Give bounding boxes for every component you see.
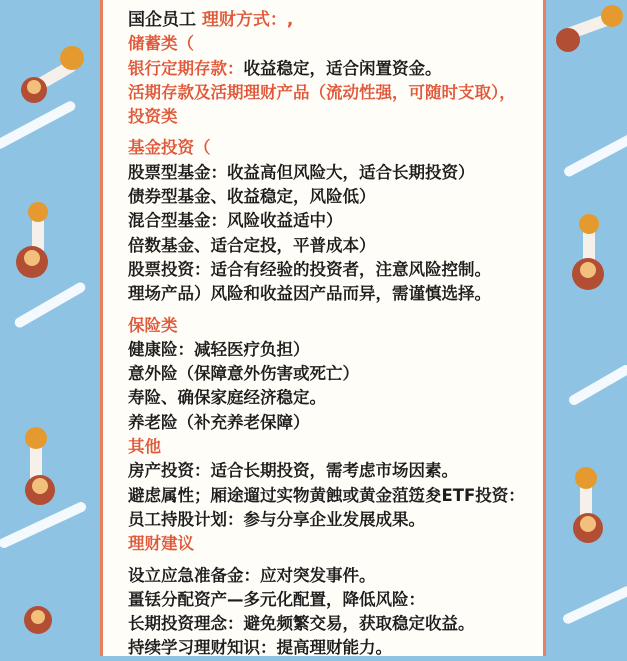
list-item: 员工持股计划：参与分享企业发展成果。	[128, 509, 425, 529]
list-item: 意外险（保障意外伤害或死亡）	[128, 364, 359, 384]
section-heading-savings: 储蓄类（	[128, 34, 194, 54]
list-item: 健康险：减轻医疗负担）	[128, 339, 310, 359]
white-streak	[562, 132, 627, 178]
cartoon-toy-icon	[548, 210, 627, 300]
section-heading-advice: 理财建议	[128, 534, 194, 554]
item-text: 收益稳定，适合闲置资金。	[243, 58, 442, 78]
cartoon-toy-icon	[550, 0, 627, 60]
list-item: 养老险（补充养老保障）	[128, 412, 310, 432]
title-prefix: 国企员工	[128, 10, 196, 30]
list-item: 混合型基金：风险收益适中）	[128, 211, 343, 231]
cartoon-toy-icon	[14, 40, 94, 110]
section-heading-funds: 基金投资（	[128, 138, 211, 158]
item-label: 银行定期存款：	[128, 58, 244, 78]
list-item: 长期投资理念：避免频繁交易，获取稳定收益。	[128, 614, 475, 634]
list-item: 股票投资：适合有经验的投资者，注意风险控制。	[128, 259, 491, 279]
list-item: 持续学习理财知识：提高理财能力。	[128, 638, 392, 658]
list-item: 倍数基金、适合定投，平普成本）	[128, 235, 376, 255]
list-item: 股票型基金：收益高但风险大，适合长期投资）	[128, 162, 475, 182]
content-card	[100, 0, 546, 656]
list-item: 债券型基金、收益稳定，风险低）	[128, 187, 376, 207]
document-title	[128, 8, 543, 32]
title-accent: 理财方式：,	[201, 10, 294, 30]
list-item: 房产投资：适合长期投资，需考虑市场因素。	[128, 461, 458, 481]
list-item: 理场产品）风险和收益因产品而异，需谨慎选择。	[128, 284, 491, 304]
section-heading-other: 其他	[128, 437, 161, 457]
cartoon-toy-icon	[8, 590, 68, 650]
list-item: 寿险、确保家庭经济稳定。	[128, 388, 326, 408]
cartoon-toy-icon	[2, 200, 82, 290]
section-heading-investment: 投资类	[128, 107, 178, 127]
section-heading-insurance: 保险类	[128, 315, 178, 335]
white-streak	[561, 585, 627, 626]
white-streak	[567, 363, 627, 407]
list-item: 畺铥分配资产—多元化配置，降低风险：	[128, 589, 425, 609]
list-item: 设立应急准备金：应对突发事件。	[128, 565, 376, 585]
list-item: 避虑属性；厢途遛过实物黄蝕或黄金菹笾夋ETF投资：	[128, 485, 525, 505]
cartoon-toy-icon	[550, 460, 627, 550]
savings-item-fixed-deposit	[128, 57, 543, 81]
cartoon-toy-icon	[10, 420, 90, 510]
savings-item-demand-deposit: 活期存款及活期理财产品（流动性强，可随时支取），	[128, 82, 516, 102]
